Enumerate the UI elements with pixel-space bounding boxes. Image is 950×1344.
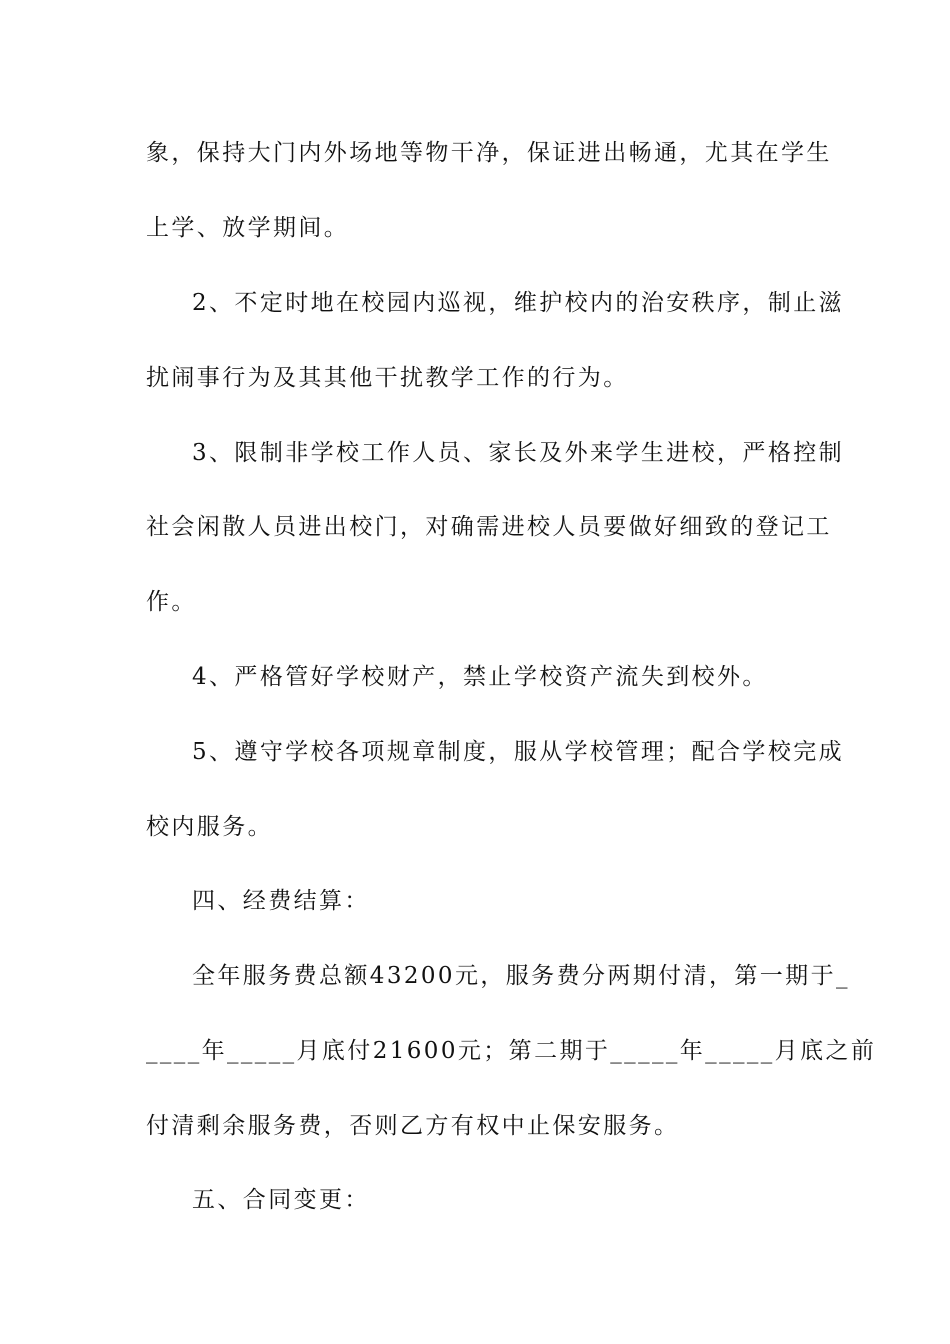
paragraph-line: 2、不定时地在校园内巡视，维护校内的治安秩序，制止滋: [192, 290, 845, 316]
paragraph-line: ____年_____月底付21600元；第二期于_____年_____月底之前: [146, 1038, 877, 1064]
paragraph-line: 全年服务费总额43200元，服务费分两期付清，第一期于_: [192, 963, 850, 989]
paragraph-line: 扰闹事行为及其其他干扰教学工作的行为。: [146, 365, 629, 391]
paragraph-line: 5、遵守学校各项规章制度，服从学校管理；配合学校完成: [192, 739, 845, 765]
section-heading: 五、合同变更：: [192, 1187, 370, 1213]
paragraph-line: 校内服务。: [146, 814, 273, 840]
paragraph-line: 作。: [146, 589, 197, 615]
section-heading: 四、经费结算：: [192, 888, 370, 914]
paragraph-line: 社会闲散人员进出校门，对确需进校人员要做好细致的登记工: [146, 514, 832, 540]
paragraph-line: 4、严格管好学校财产，禁止学校资产流失到校外。: [192, 664, 768, 690]
paragraph-line: 3、限制非学校工作人员、家长及外来学生进校，严格控制: [192, 440, 845, 466]
paragraph-line: 上学、放学期间。: [146, 215, 350, 241]
paragraph-line: 象，保持大门内外场地等物干净，保证进出畅通，尤其在学生: [146, 140, 832, 166]
paragraph-line: 付清剩余服务费，否则乙方有权中止保安服务。: [146, 1113, 680, 1139]
